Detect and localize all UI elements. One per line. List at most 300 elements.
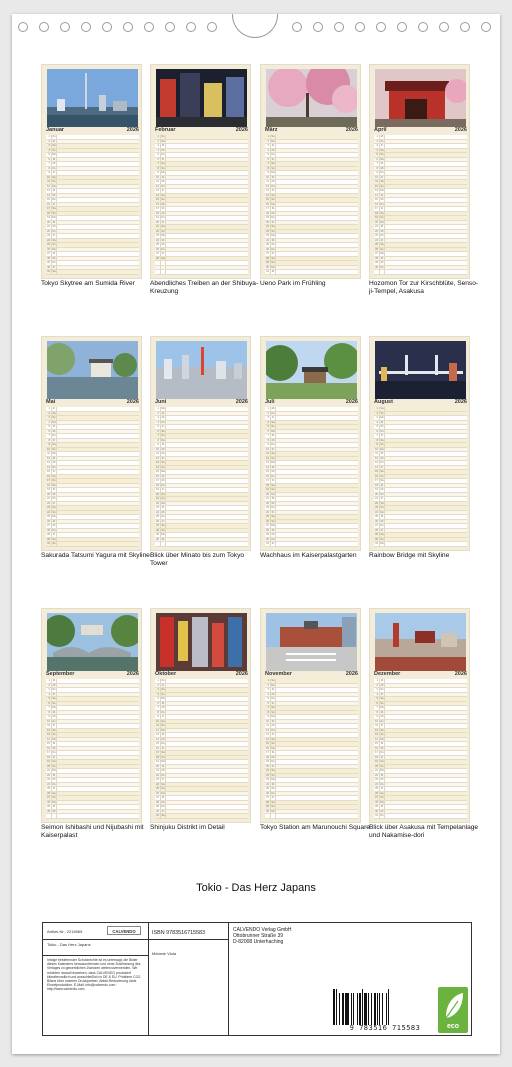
month-card xyxy=(150,608,251,823)
day-row: 20 Sa xyxy=(155,493,248,498)
day-row: 23 Fr xyxy=(46,234,139,239)
day-row: 30 Mo xyxy=(265,266,358,271)
day-row: 7 Mo xyxy=(46,706,139,711)
day-row: 12 Do xyxy=(265,185,358,190)
day-row: 3 Fr xyxy=(265,416,358,421)
day-row: 1 So xyxy=(265,135,358,140)
month-year: 2026 xyxy=(235,671,248,677)
day-row: 19 Mo xyxy=(155,760,248,765)
month-header xyxy=(155,671,248,678)
day-row: 21 Mo xyxy=(374,769,467,774)
day-row: 27 Mo xyxy=(374,252,467,257)
month-header xyxy=(155,127,248,134)
day-row: 14 Do xyxy=(46,466,139,471)
day-row: 25 Fr xyxy=(374,787,467,792)
day-row: 13 Fr xyxy=(265,733,358,738)
day-row: 15 So xyxy=(155,198,248,203)
binding-hole xyxy=(39,22,49,32)
day-row-empty xyxy=(46,814,139,819)
month-year: 2026 xyxy=(126,127,139,133)
day-row: 14 Sa xyxy=(265,738,358,743)
day-row: 20 Mo xyxy=(374,221,467,226)
hanger-hook xyxy=(232,14,278,38)
binding-hole xyxy=(165,22,175,32)
day-row: 10 Do xyxy=(46,720,139,725)
day-row: 15 Fr xyxy=(46,470,139,475)
day-row: 10 Sa xyxy=(46,176,139,181)
day-row: 7 So xyxy=(155,434,248,439)
day-row: 10 Mo xyxy=(374,448,467,453)
day-row: 5 Mi xyxy=(374,425,467,430)
day-row: 7 Di xyxy=(374,162,467,167)
day-row: 22 Do xyxy=(46,230,139,235)
day-row: 9 Di xyxy=(155,443,248,448)
day-row: 21 Sa xyxy=(155,225,248,230)
day-row: 22 Fr xyxy=(46,502,139,507)
day-row: 22 So xyxy=(155,230,248,235)
day-row: 9 Do xyxy=(265,443,358,448)
day-row: 30 Fr xyxy=(155,810,248,815)
day-row: 15 Mi xyxy=(374,198,467,203)
day-row: 19 Do xyxy=(265,216,358,221)
day-row: 21 Sa xyxy=(265,769,358,774)
footer-col-1 xyxy=(43,923,149,1035)
day-row: 2 Sa xyxy=(46,412,139,417)
legal-text: Infolge bestehender Schutzrechte ist es untersagt, die Bilder dieses Kalenders herauszutrennen und ohne Zustimmung des Verlages zu gewerblichen Zwecken weiterzuverwenden. Wir möchten darauf hinweisen, dass CALVENDO produziert klimafreundlich und ausschließlich in DE & EU. Printfarm CO2-Bilanz über unseren Druckpartner. Abfall-Reduzierung dank Einzelproduktion. E-Mail: info@calvendo.com · http://www.calvendo.com xyxy=(47,958,142,992)
month-header xyxy=(374,399,467,406)
day-row: 6 So xyxy=(46,702,139,707)
day-row: 12 Mo xyxy=(46,185,139,190)
day-row: 16 Fr xyxy=(155,747,248,752)
day-row: 2 Mo xyxy=(265,140,358,145)
month-photo xyxy=(266,69,357,127)
day-row: 27 So xyxy=(46,796,139,801)
day-row: 10 So xyxy=(46,448,139,453)
publisher-street: Ottobrunner Straße 39 xyxy=(233,933,284,939)
day-row: 3 Di xyxy=(265,688,358,693)
day-row: 12 Fr xyxy=(155,457,248,462)
month-year: 2026 xyxy=(235,127,248,133)
day-row: 27 Fr xyxy=(265,252,358,257)
day-row: 21 Mi xyxy=(46,225,139,230)
day-row: 18 Mi xyxy=(265,212,358,217)
day-row: 17 Fr xyxy=(265,479,358,484)
day-row: 16 Sa xyxy=(46,475,139,480)
day-row: 15 Sa xyxy=(374,470,467,475)
month-caption: Shinjuku Distrikt im Detail xyxy=(150,824,225,831)
day-grid xyxy=(46,407,139,547)
day-row: 19 Di xyxy=(46,488,139,493)
binding-hole xyxy=(123,22,133,32)
day-row: 16 Mo xyxy=(155,203,248,208)
day-row: 29 Fr xyxy=(46,533,139,538)
month-caption: Wachhaus im Kaiserpalastgarten xyxy=(260,552,357,559)
day-row: 14 Di xyxy=(374,194,467,199)
day-row: 28 Mo xyxy=(46,801,139,806)
day-row: 3 Do xyxy=(374,688,467,693)
day-row: 24 Do xyxy=(374,783,467,788)
month-caption: Ueno Park im Frühling xyxy=(260,280,326,287)
day-row: 13 Sa xyxy=(155,461,248,466)
day-row-empty xyxy=(155,270,248,275)
day-row: 4 Fr xyxy=(374,693,467,698)
day-row: 14 So xyxy=(155,466,248,471)
day-row: 22 Mi xyxy=(265,502,358,507)
binding-hole xyxy=(418,22,428,32)
day-row: 20 Mo xyxy=(265,493,358,498)
isbn-barcode xyxy=(333,989,433,1025)
day-row: 1 Do xyxy=(46,135,139,140)
day-row: 17 Di xyxy=(265,207,358,212)
day-row: 8 Fr xyxy=(46,439,139,444)
day-row: 7 Sa xyxy=(265,162,358,167)
day-row: 6 Do xyxy=(374,430,467,435)
day-row: 31 Do xyxy=(374,814,467,819)
month-year: 2026 xyxy=(235,399,248,405)
day-row: 25 Mi xyxy=(265,787,358,792)
day-row: 2 Mi xyxy=(374,684,467,689)
day-row: 19 Sa xyxy=(46,760,139,765)
day-row: 18 Sa xyxy=(374,212,467,217)
day-row: 16 Do xyxy=(374,203,467,208)
month-header xyxy=(46,671,139,678)
binding-hole xyxy=(292,22,302,32)
day-row: 29 Di xyxy=(46,805,139,810)
day-row: 25 Do xyxy=(155,515,248,520)
day-row: 13 Fr xyxy=(155,189,248,194)
month-caption: Hozomon Tor zur Kirschblüte, Senso-ji-Tempel, Asakusa xyxy=(369,280,479,295)
day-row: 5 Do xyxy=(155,153,248,158)
binding-hole xyxy=(439,22,449,32)
month-photo xyxy=(266,613,357,671)
day-row: 18 Sa xyxy=(265,484,358,489)
binding-hole xyxy=(186,22,196,32)
day-row: 14 Sa xyxy=(155,194,248,199)
day-row: 8 Mi xyxy=(265,439,358,444)
day-row: 1 Mo xyxy=(155,407,248,412)
month-photo xyxy=(375,69,466,127)
month-name: November xyxy=(265,671,292,677)
day-grid xyxy=(155,679,248,819)
day-row: 18 Fr xyxy=(374,756,467,761)
day-row: 15 Do xyxy=(155,742,248,747)
day-row: 24 Di xyxy=(265,783,358,788)
day-row: 23 Fr xyxy=(155,778,248,783)
day-row: 19 Mi xyxy=(374,488,467,493)
day-row: 4 So xyxy=(155,693,248,698)
month-year: 2026 xyxy=(454,127,467,133)
day-row: 17 Sa xyxy=(155,751,248,756)
day-row: 20 Mi xyxy=(46,493,139,498)
day-row: 16 Do xyxy=(265,475,358,480)
day-row: 12 So xyxy=(265,457,358,462)
day-row: 25 So xyxy=(46,243,139,248)
day-row: 10 Mi xyxy=(155,448,248,453)
day-row: 25 Fr xyxy=(46,787,139,792)
month-name: Dezember xyxy=(374,671,401,677)
day-row: 28 Sa xyxy=(265,801,358,806)
day-row: 1 So xyxy=(265,679,358,684)
day-row: 16 Mi xyxy=(374,747,467,752)
day-row: 26 Do xyxy=(265,792,358,797)
day-row: 31 So xyxy=(46,542,139,547)
day-row: 16 Mi xyxy=(46,747,139,752)
day-grid xyxy=(46,135,139,275)
day-row: 24 Do xyxy=(46,783,139,788)
day-row: 23 Do xyxy=(265,506,358,511)
day-row: 16 Mo xyxy=(265,747,358,752)
day-row: 21 Mo xyxy=(46,769,139,774)
day-row: 27 Sa xyxy=(155,524,248,529)
day-row: 23 Do xyxy=(374,234,467,239)
day-row: 5 Fr xyxy=(155,425,248,430)
day-row: 12 Sa xyxy=(374,729,467,734)
day-grid xyxy=(46,679,139,819)
day-row: 19 Mo xyxy=(46,216,139,221)
day-row: 27 Fr xyxy=(155,252,248,257)
day-row: 18 So xyxy=(155,756,248,761)
binding-hole xyxy=(460,22,470,32)
day-row: 2 Do xyxy=(265,412,358,417)
day-row: 29 Mo xyxy=(155,533,248,538)
day-row: 10 Fr xyxy=(265,448,358,453)
day-row: 19 Do xyxy=(265,760,358,765)
day-row: 18 Mi xyxy=(155,212,248,217)
day-row: 29 Do xyxy=(155,805,248,810)
day-grid xyxy=(265,679,358,819)
day-row: 19 Fr xyxy=(155,488,248,493)
day-row: 28 Mi xyxy=(155,801,248,806)
month-name: März xyxy=(265,127,278,133)
day-row: 28 Mi xyxy=(46,257,139,262)
binding-hole xyxy=(81,22,91,32)
day-row: 18 Mi xyxy=(265,756,358,761)
month-card xyxy=(260,64,361,279)
day-row: 22 So xyxy=(265,230,358,235)
day-row: 7 Mo xyxy=(374,706,467,711)
day-row: 26 So xyxy=(265,520,358,525)
binding-hole xyxy=(397,22,407,32)
month-photo xyxy=(47,613,138,671)
day-row: 11 Fr xyxy=(374,724,467,729)
day-row: 4 Di xyxy=(374,421,467,426)
day-row: 29 Mi xyxy=(265,533,358,538)
day-row: 3 Sa xyxy=(46,144,139,149)
day-row: 31 Mo xyxy=(374,542,467,547)
day-grid xyxy=(265,407,358,547)
day-row: 9 Mo xyxy=(265,171,358,176)
day-row: 22 Mi xyxy=(374,230,467,235)
day-row: 5 Do xyxy=(265,153,358,158)
day-row: 12 Mi xyxy=(374,457,467,462)
day-row: 14 Fr xyxy=(374,466,467,471)
day-row: 3 Fr xyxy=(374,144,467,149)
day-row: 3 Sa xyxy=(155,688,248,693)
day-row: 5 So xyxy=(374,153,467,158)
day-row: 21 Fr xyxy=(374,497,467,502)
day-row: 25 Sa xyxy=(265,515,358,520)
day-row: 17 So xyxy=(46,479,139,484)
day-row: 17 Do xyxy=(374,751,467,756)
day-row: 5 Do xyxy=(265,697,358,702)
day-row: 23 So xyxy=(374,506,467,511)
day-row: 8 Sa xyxy=(374,439,467,444)
month-header xyxy=(155,399,248,406)
month-caption: Abendliches Treiben an der Shibuya-Kreuzung xyxy=(150,280,259,295)
day-grid xyxy=(374,679,467,819)
month-name: August xyxy=(374,399,393,405)
day-row: 6 Di xyxy=(46,158,139,163)
day-row: 1 So xyxy=(155,135,248,140)
day-row: 17 Di xyxy=(155,207,248,212)
barcode-number: 9 783516 715583 xyxy=(349,1024,421,1032)
month-header xyxy=(374,127,467,134)
day-row: 4 Sa xyxy=(374,149,467,154)
day-row: 13 Mi xyxy=(46,461,139,466)
day-row: 21 Mi xyxy=(155,769,248,774)
day-row: 6 Mi xyxy=(46,430,139,435)
day-row: 13 So xyxy=(46,733,139,738)
month-year: 2026 xyxy=(126,399,139,405)
day-row: 30 Mi xyxy=(374,810,467,815)
day-row: 15 Di xyxy=(46,742,139,747)
day-row: 4 So xyxy=(46,149,139,154)
day-row: 10 Sa xyxy=(155,720,248,725)
day-row: 11 Mo xyxy=(46,452,139,457)
day-row: 5 Di xyxy=(46,425,139,430)
day-row: 24 Mi xyxy=(155,511,248,516)
day-row: 24 Di xyxy=(265,239,358,244)
day-row: 9 Mo xyxy=(155,171,248,176)
binding-hole xyxy=(481,22,491,32)
day-row: 17 Di xyxy=(265,751,358,756)
day-row: 31 Sa xyxy=(155,814,248,819)
day-row: 3 Do xyxy=(46,688,139,693)
day-row: 1 Mi xyxy=(374,135,467,140)
day-row: 2 Mo xyxy=(155,140,248,145)
day-row: 14 Mo xyxy=(46,738,139,743)
month-card xyxy=(369,64,470,279)
day-row: 20 Di xyxy=(155,765,248,770)
day-row: 26 Mi xyxy=(374,520,467,525)
day-row: 6 Di xyxy=(155,702,248,707)
day-row: 31 Fr xyxy=(265,542,358,547)
day-row: 11 So xyxy=(155,724,248,729)
day-row: 18 Fr xyxy=(46,756,139,761)
day-row: 11 Mi xyxy=(265,180,358,185)
month-year: 2026 xyxy=(345,399,358,405)
day-row: 26 Fr xyxy=(155,520,248,525)
day-row: 25 So xyxy=(155,787,248,792)
day-row: 30 Mo xyxy=(265,810,358,815)
day-row: 5 So xyxy=(265,425,358,430)
month-photo xyxy=(266,341,357,399)
day-row: 30 Sa xyxy=(46,538,139,543)
day-row: 22 Sa xyxy=(374,502,467,507)
month-caption: Rainbow Bridge mit Skyline xyxy=(369,552,450,559)
day-row: 26 Mo xyxy=(155,792,248,797)
day-row-empty xyxy=(265,814,358,819)
day-row: 27 So xyxy=(374,796,467,801)
day-row: 1 Sa xyxy=(374,407,467,412)
binding-hole xyxy=(102,22,112,32)
eco-badge xyxy=(438,987,468,1033)
month-photo xyxy=(375,341,466,399)
day-row: 21 So xyxy=(155,497,248,502)
day-row: 15 Mi xyxy=(265,470,358,475)
back-cover-info xyxy=(42,922,472,1036)
day-row: 9 Fr xyxy=(155,715,248,720)
day-row: 27 Mo xyxy=(265,524,358,529)
day-row: 27 Di xyxy=(46,252,139,257)
day-row: 22 Di xyxy=(374,774,467,779)
day-row: 11 Sa xyxy=(374,180,467,185)
day-row: 24 Sa xyxy=(46,239,139,244)
day-row: 18 Di xyxy=(374,484,467,489)
publisher-address xyxy=(233,927,292,945)
day-row: 8 Do xyxy=(155,711,248,716)
day-row: 18 Do xyxy=(155,484,248,489)
day-row: 7 Sa xyxy=(265,706,358,711)
day-row: 2 Mo xyxy=(265,684,358,689)
day-row: 2 Mi xyxy=(46,684,139,689)
day-row: 2 Do xyxy=(374,140,467,145)
day-row: 21 Di xyxy=(265,497,358,502)
day-row: 26 Do xyxy=(265,248,358,253)
day-row: 4 Mi xyxy=(265,149,358,154)
day-row: 28 Sa xyxy=(265,257,358,262)
day-row: 6 Fr xyxy=(155,158,248,163)
day-row: 9 Mi xyxy=(374,715,467,720)
month-caption: Blick über Minato bis zum Tokyo Tower xyxy=(150,552,245,567)
day-row: 14 Mo xyxy=(374,738,467,743)
month-name: Juni xyxy=(155,399,167,405)
eco-label: eco xyxy=(446,1023,460,1030)
day-row: 14 Mi xyxy=(155,738,248,743)
month-photo xyxy=(156,341,247,399)
month-year: 2026 xyxy=(454,399,467,405)
month-header xyxy=(46,399,139,406)
day-row: 26 Mo xyxy=(46,248,139,253)
day-row: 17 Mo xyxy=(374,479,467,484)
day-row: 7 Di xyxy=(265,434,358,439)
day-row: 6 Sa xyxy=(155,430,248,435)
month-name: Januar xyxy=(46,127,65,133)
day-row: 10 Di xyxy=(265,720,358,725)
article-number: Artikel-Nr.: 2216965 xyxy=(47,929,83,934)
day-row: 29 Sa xyxy=(374,533,467,538)
day-row: 9 Fr xyxy=(46,171,139,176)
day-row: 2 So xyxy=(374,412,467,417)
month-card xyxy=(41,336,142,551)
day-row: 13 Do xyxy=(374,461,467,466)
day-row: 13 Mo xyxy=(374,189,467,194)
day-row: 14 Mi xyxy=(46,194,139,199)
day-row: 1 Do xyxy=(155,679,248,684)
month-header xyxy=(374,671,467,678)
day-row: 28 Di xyxy=(374,257,467,262)
day-row: 12 Do xyxy=(265,729,358,734)
month-caption: Tokyo Skytree am Sumida River xyxy=(41,280,135,287)
day-row: 28 Di xyxy=(265,529,358,534)
binding-hole xyxy=(207,22,217,32)
day-row: 13 Fr xyxy=(265,189,358,194)
calendar-title: Tokio - Das Herz Japans xyxy=(196,882,316,894)
day-row: 13 Di xyxy=(155,733,248,738)
calendar-page xyxy=(12,14,500,1054)
publisher-city: D-82008 Unterhaching xyxy=(233,939,284,945)
day-row: 11 So xyxy=(46,180,139,185)
